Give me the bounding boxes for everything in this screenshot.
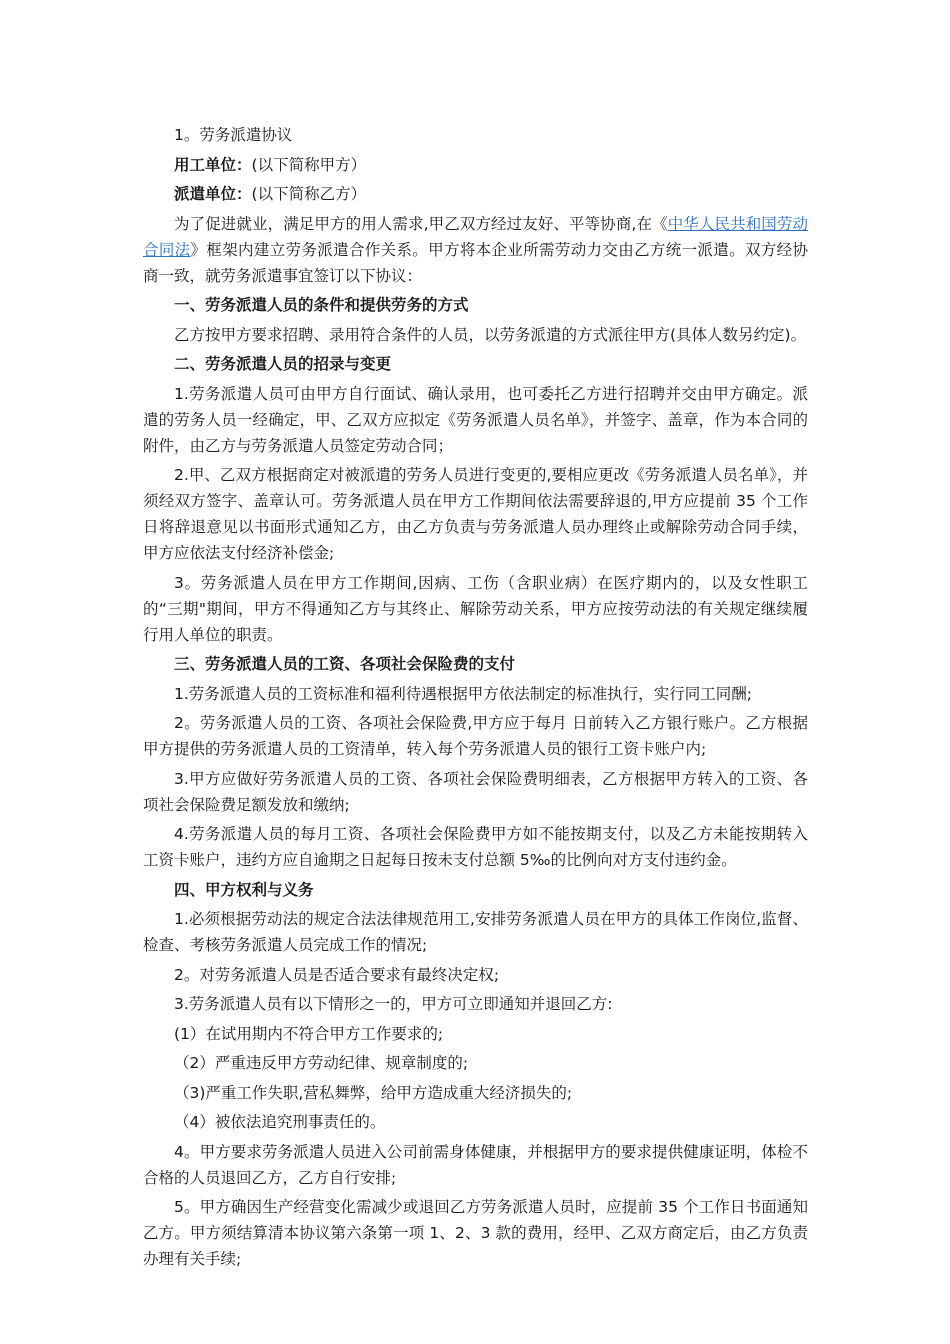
section-2-clause-1: 1.劳务派遣人员可由甲方自行面试、确认录用，也可委托乙方进行招聘并交由甲方确定。派遣的劳务人员一经确定，甲、乙双方应拟定《劳务派遣人员名单》，并签字、盖章，作为本合同的附件，由乙方与劳务派遣人员签定劳动合同；	[143, 384, 808, 455]
section-3-heading: 三、劳务派遣人员的工资、各项社会保险费的支付	[174, 655, 516, 673]
labor-contract-law-link[interactable]: 中华人民共和国劳动合同法	[143, 214, 808, 259]
document-body	[143, 122, 808, 1272]
section-3-clause-4: 4.劳务派遣人员的每月工资、各项社会保险费甲方如不能按期支付，以及乙方未能按期转入工资卡账户，违约方应自逾期之日起每日按未支付总额 5‰的比例向对方支付违约金。	[143, 825, 808, 869]
section-3-clause-1: 1.劳务派遣人员的工资标准和福利待遇根据甲方依法制定的标准执行，实行同工同酬;	[174, 684, 753, 703]
section-3-clause-3: 3.甲方应做好劳务派遣人员的工资、各项社会保险费明细表，乙方根据甲方转入的工资、各项社会保险费足额发放和缴纳;	[143, 769, 808, 814]
section-4-item-1: (1）在试用期内不符合甲方工作要求的;	[174, 1024, 444, 1043]
section-1-paragraph: 乙方按甲方要求招聘、录用符合条件的人员，以劳务派遣的方式派往甲方(具体人数另约定)。	[174, 325, 807, 344]
section-4-clause-1: 1.必须根据劳动法的规定合法法律规范用工,安排劳务派遣人员在甲方的具体工作岗位,监督、检查、考核劳务派遣人员完成工作的情况;	[143, 910, 808, 954]
employer-text: (以下简称甲方）	[251, 155, 367, 174]
section-2-clause-2: 2.甲、乙双方根据商定对被派遣的劳务人员进行变更的,要相应更改《劳务派遣人员名单》，并须经双方签字、盖章认可。劳务派遣人员在甲方工作期间依法需要辞退的,甲方应提前 35 个工作日将辞退意见以书面形式通知乙方，由乙方负责与劳务派遣人员办理终止或解除劳动合同手续，甲方应依法支付经济补偿金;	[143, 466, 808, 562]
document-title: 1。劳务派遣协议	[174, 126, 293, 144]
intro-text-post: 》框架内建立劳务派遣合作关系。甲方将本企业所需劳动力交由乙方统一派遣。双方经协商一致，就劳务派遣事宜签订以下协议：	[143, 240, 808, 285]
dispatcher-label: 派遣单位：	[174, 185, 252, 203]
employer-line	[143, 152, 808, 178]
section-4-item-4: （4）被依法追究刑事责任的。	[174, 1113, 386, 1131]
section-4-item-3: （3)严重工作失职,营私舞弊，给甲方造成重大经济损失的;	[174, 1083, 573, 1102]
intro-text-pre: 为了促进就业，满足甲方的用人需求,甲乙双方经过友好、平等协商,在《	[174, 214, 668, 233]
section-4-heading: 四、甲方权利与义务	[174, 880, 314, 899]
section-4-clause-2: 2。对劳务派遣人员是否适合要求有最终决定权;	[174, 965, 500, 984]
section-2-clause-3: 3。劳务派遣人员在甲方工作期间,因病、工伤（含职业病）在医疗期内的，以及女性职工的“三期"期间，甲方不得通知乙方与其终止、解除劳动关系，甲方应按劳动法的有关规定继续履行用人单位的职责。	[143, 573, 808, 644]
section-4-clause-5: 5。甲方确因生产经营变化需减少或退回乙方劳务派遣人员时，应提前 35 个工作日书面通知乙方。甲方须结算清本协议第六条第一项 1、2、3 款的费用，经甲、乙双方商定后，由乙方负责办理有关手续;	[143, 1198, 808, 1268]
section-4-item-2: （2）严重违反甲方劳动纪律、规章制度的;	[174, 1054, 469, 1072]
section-3-clause-2: 2。劳务派遣人员的工资、各项社会保险费,甲方应于每月 日前转入乙方银行账户。乙方根据甲方提供的劳务派遣人员的工资清单，转入每个劳务派遣人员的银行工资卡账户内;	[143, 714, 808, 758]
section-4-clause-3: 3.劳务派遣人员有以下情形之一的，甲方可立即通知并退回乙方:	[174, 995, 613, 1013]
section-4-clause-4: 4。甲方要求劳务派遣人员进入公司前需身体健康，并根据甲方的要求提供健康证明，体检不合格的人员退回乙方，乙方自行安排;	[143, 1142, 808, 1187]
dispatcher-text: (以下简称乙方）	[251, 185, 367, 203]
employer-label: 用工单位：	[174, 155, 252, 174]
section-1-heading: 一、劳务派遣人员的条件和提供劳务的方式	[174, 296, 469, 314]
dispatcher-line	[143, 181, 808, 207]
section-2-heading: 二、劳务派遣人员的招录与变更	[174, 355, 392, 373]
intro-paragraph	[143, 211, 808, 289]
